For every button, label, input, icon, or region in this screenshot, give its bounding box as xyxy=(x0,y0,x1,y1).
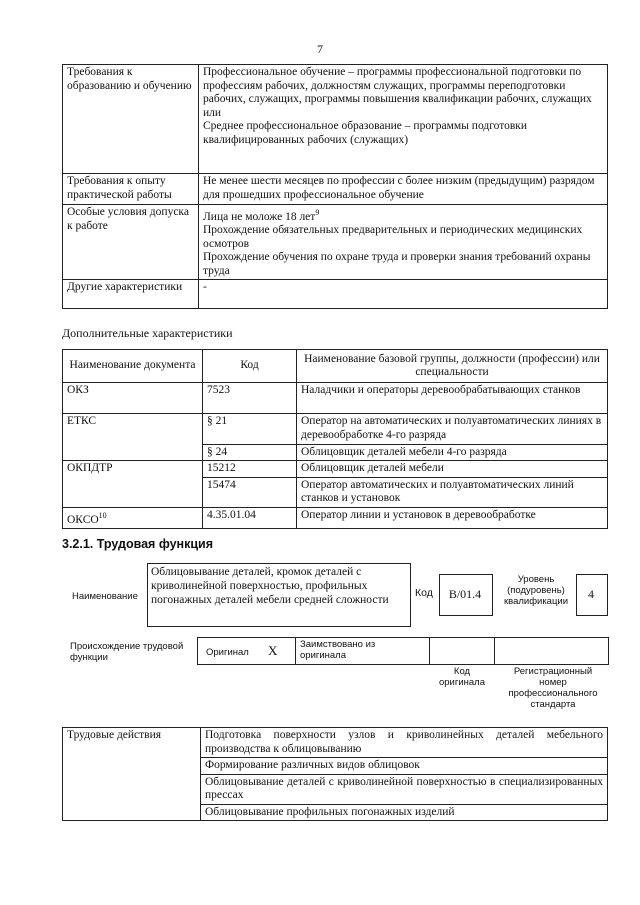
additional-title: Дополнительные характеристики xyxy=(62,326,233,340)
reg-number-label: Регистрационный номер профессионального стандарта xyxy=(508,666,598,710)
cell-name: Облицовщик деталей мебели 4-го разряда xyxy=(297,444,608,461)
action-item: Подготовка поверхности узлов и криволинейных деталей мебельного производства к облицовыванию xyxy=(201,728,608,758)
level-label: Уровень (подуровень) квалификации xyxy=(503,574,569,607)
cell-name: Оператор на автоматических и полуавтоматических линиях в деревообработке 4-го разряда xyxy=(297,414,608,445)
divider xyxy=(295,637,296,664)
original-label: Оригинал xyxy=(206,647,249,658)
value-line: Профессиональное обучение – программы профессиональной подготовки по профессиям рабочих, должностям служащих, программы переподготовки рабочих, служащих, программы повышения квалификации рабочих, служащих xyxy=(203,66,592,105)
table-row xyxy=(63,477,608,508)
footnote-mark: 10 xyxy=(98,511,107,520)
row-label: Требования к опыту практической работы xyxy=(63,174,199,205)
row-value xyxy=(199,205,608,280)
table-row xyxy=(63,728,608,758)
name-label: Наименование xyxy=(72,591,138,602)
row-label: Особые условия допуска к работе xyxy=(63,205,199,280)
cell-code: 15212 xyxy=(203,461,297,478)
code-original-label: Код оригинала xyxy=(438,666,485,688)
table-row xyxy=(63,444,608,461)
cell-doc xyxy=(63,477,203,508)
row-value: - xyxy=(199,280,608,309)
cell-doc xyxy=(63,444,203,461)
row-label: Другие характеристики xyxy=(63,280,199,309)
table-row xyxy=(63,205,608,280)
table-row xyxy=(63,461,608,478)
header-name: Наименование базовой группы, должности (профессии) или специальности xyxy=(297,350,608,383)
value-line: Среднее профессиональное образование – программы подготовки квалифицированных рабочих (служащих) xyxy=(203,120,528,146)
action-item: Облицовывание деталей с криволинейной поверхностью в специализированных прессах xyxy=(201,774,608,804)
cell-doc: ОКЗ xyxy=(63,383,203,414)
function-name-value: Облицовывание деталей, кромок деталей с криволинейной поверхностью, профильных погонажных деталей мебели средней сложности xyxy=(151,566,389,606)
row-value xyxy=(199,65,608,174)
header-code: Код xyxy=(203,350,297,383)
cell-name: Оператор автоматических и полуавтоматических линий станков и установок xyxy=(297,477,608,508)
borrowed-label: Заимствовано из оригинала xyxy=(300,639,376,661)
page-number: 7 xyxy=(317,42,323,56)
header-document: Наименование документа xyxy=(63,350,203,383)
cell-code: 7523 xyxy=(203,383,297,414)
value-line: Прохождение обучения по охране труда и проверки знания требований охраны труда xyxy=(203,251,591,277)
row-label: Требования к образованию и обучению xyxy=(63,65,199,174)
cell-name: Оператор линии и установок в деревообработке xyxy=(297,508,608,529)
origin-label: Происхождение трудовой функции xyxy=(70,641,184,663)
cell-name: Наладчики и операторы деревообрабатывающих станков xyxy=(297,383,608,414)
action-item: Облицовывание профильных погонажных изделий xyxy=(201,804,608,821)
cell-doc: ЕТКС xyxy=(63,414,203,445)
cell-doc: ОКПДТР xyxy=(63,461,203,478)
value-line: Лица не моложе 18 лет$^9$ xyxy=(203,208,320,223)
level-value: 4 xyxy=(588,587,594,601)
actions-table xyxy=(62,727,608,821)
cell-code: 4.35.01.04 xyxy=(203,508,297,529)
table-row xyxy=(63,383,608,414)
value-line: или xyxy=(203,106,222,119)
table-row xyxy=(63,65,608,174)
value-line: Прохождение обязательных предварительных и периодических медицинских осмотров xyxy=(203,224,583,250)
table-row xyxy=(63,280,608,309)
table-row xyxy=(63,508,608,529)
divider xyxy=(494,637,495,664)
actions-label: Трудовые действия xyxy=(63,728,201,821)
additional-table xyxy=(62,349,608,529)
row-value: Не менее шести месяцев по профессии с более низким (предыдущим) разрядом для прошедших профессиональное обучение xyxy=(199,174,608,205)
requirements-table xyxy=(62,64,608,309)
cell-name: Облицовщик деталей мебели xyxy=(297,461,608,478)
table-header-row xyxy=(63,350,608,383)
table-row xyxy=(63,174,608,205)
cell-code: § 24 xyxy=(203,444,297,461)
footnote-mark: 9 xyxy=(315,208,320,217)
original-mark: X xyxy=(268,643,278,658)
divider xyxy=(429,637,430,664)
function-title: 3.2.1. Трудовая функция xyxy=(62,537,214,551)
action-item: Формирование различных видов облицовок xyxy=(201,758,608,775)
cell-code: 15474 xyxy=(203,477,297,508)
table-row xyxy=(63,414,608,445)
cell-code: § 21 xyxy=(203,414,297,445)
code-value: B/01.4 xyxy=(448,587,482,601)
code-label: Код xyxy=(415,587,433,599)
cell-doc: ОКСО$^{10}$ xyxy=(63,508,203,529)
